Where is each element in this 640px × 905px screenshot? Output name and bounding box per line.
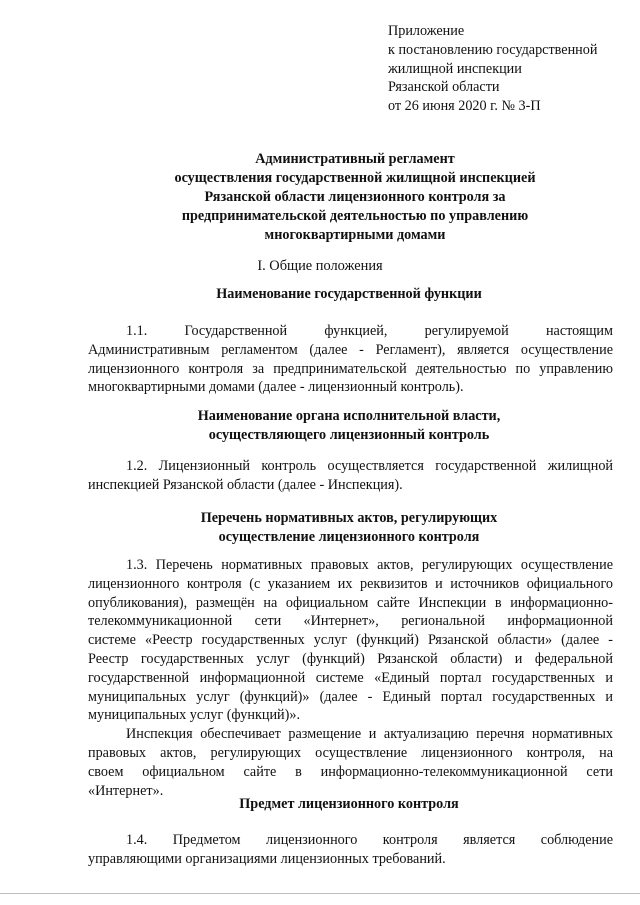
title-line: многоквартирными домами: [264, 227, 446, 243]
heading-line: осуществление лицензионного контроля: [218, 529, 480, 545]
heading-line: Предмет лицензионного контроля: [239, 796, 459, 812]
appendix-line: Приложение: [388, 23, 465, 39]
paragraph-line: Реестр государственных услуг (функций) Рязанской области) и федеральной: [88, 650, 613, 667]
title-line: Административный регламент: [255, 151, 455, 167]
paragraph-line: Инспекция обеспечивает размещение и актуализацию перечня нормативных: [126, 726, 613, 743]
paragraph-1-3: [88, 556, 613, 800]
heading-organ: [84, 407, 614, 445]
section-heading: I. Общие положения: [257, 258, 383, 274]
paragraph-line: Административным регламентом (далее - Регламент), является осуществление: [88, 341, 613, 358]
paragraph-line: правовых актов, регулирующих осуществление лицензионного контроля, на: [88, 744, 613, 761]
paragraph-line: муниципальных услуг (функций)».: [88, 707, 300, 724]
heading-line: осуществляющего лицензионный контроль: [208, 427, 490, 443]
paragraph-line: 1.2. Лицензионный контроль осуществляется государственной жилищной: [126, 458, 613, 474]
paragraph-line: лицензионного контроля за предпринимательской деятельностью по управлению: [88, 360, 613, 377]
paragraph-line: 1.4. Предметом лицензионного контроля является соблюдение: [126, 832, 613, 848]
page-bottom-rule: [0, 893, 640, 894]
title-line: предпринимательской деятельностью по управлению: [181, 208, 529, 224]
paragraph-line: «Интернет».: [88, 782, 164, 799]
paragraph-1-4: [88, 831, 613, 869]
title-line: осуществления государственной жилищной инспекцией: [174, 170, 536, 186]
paragraph-line: государственной информационной системе «Единый портал государственных и: [88, 669, 613, 686]
paragraph-line: 1.3. Перечень нормативных правовых актов, регулирующих осуществление: [126, 557, 613, 573]
heading-acts: [84, 509, 614, 547]
document-title: [90, 150, 620, 245]
paragraph-line: управляющими организациями лицензионных требований.: [88, 850, 446, 867]
paragraph-line: муниципальных услуг (функций)» (далее - Единый портал государственных и: [88, 688, 613, 705]
paragraph-1-2: [88, 457, 613, 495]
appendix-line: от 26 июня 2020 г. № 3-П: [388, 98, 541, 115]
appendix-line: Рязанской области: [388, 79, 500, 96]
paragraph-line: инспекцией Рязанской области (далее - Инспекция).: [88, 476, 403, 493]
paragraph-1-1: [88, 322, 613, 397]
appendix-line: жилищной инспекции: [388, 60, 522, 77]
heading-line: Перечень нормативных актов, регулирующих: [200, 510, 498, 526]
paragraph-line: своем официальном сайте в информационно-телекоммуникационной сети: [88, 763, 613, 780]
heading-subject: [84, 795, 614, 814]
title-line: Рязанской области лицензионного контроля за: [204, 189, 506, 205]
paragraph-line: 1.1. Государственной функцией, регулируемой настоящим: [126, 323, 613, 339]
appendix-block: [388, 22, 597, 116]
paragraph-line: опубликования), размещён на официальном сайте Инспекции в информационно-: [88, 594, 613, 611]
appendix-line: к постановлению государственной: [388, 41, 598, 58]
paragraph-line: многоквартирными домами (далее - лицензионный контроль).: [88, 379, 464, 396]
paragraph-line: системе «Реестр государственных услуг (функций) Рязанской области» (далее -: [88, 632, 613, 649]
paragraph-line: телекоммуникационной сети «Интернет», региональной информационной: [88, 613, 613, 630]
paragraph-line: лицензионного контроля (с указанием их реквизитов и источников официального: [88, 575, 613, 592]
heading-line: Наименование государственной функции: [216, 286, 482, 302]
heading-function: [84, 285, 614, 304]
heading-line: Наименование органа исполнительной власти,: [197, 408, 501, 424]
